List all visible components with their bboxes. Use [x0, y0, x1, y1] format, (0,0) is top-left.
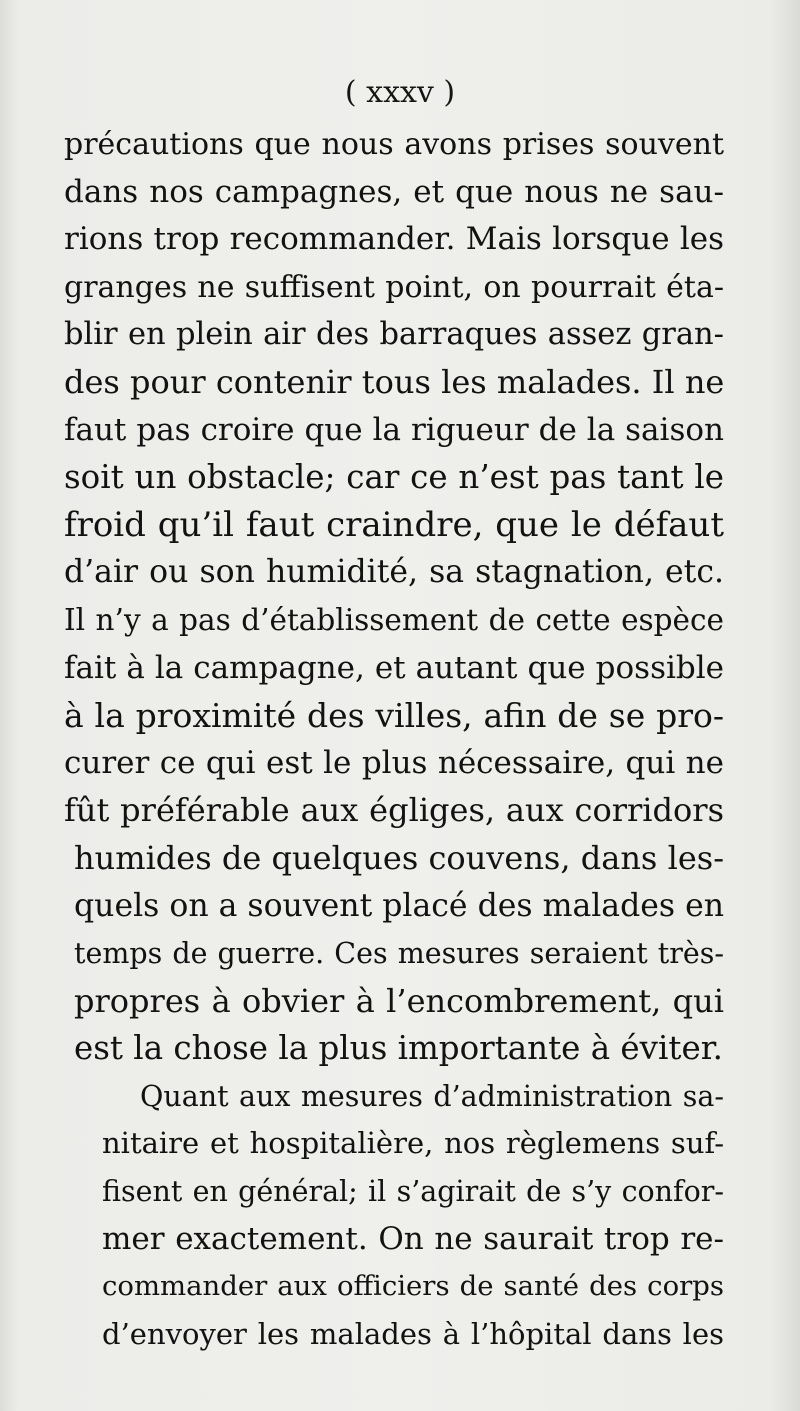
text-line: Quant aux mesures d’administration sa- [140, 1079, 724, 1113]
text-line: des pour contenir tous les malades. Il ne [64, 362, 725, 401]
text-line: d’envoyer les malades à l’hôpital dans les [102, 1316, 724, 1351]
paragraph-1 [64, 121, 724, 1073]
text-line: fût préférable aux égliges, aux corridors [64, 791, 724, 830]
text-line: quels on a souvent placé des malades en [74, 887, 724, 924]
text-line: curer ce qui est le plus nécessaire, qui ne [64, 744, 724, 781]
text-line: dans nos campagnes, et que nous ne sau- [64, 173, 724, 210]
text-line: faut pas croire que la rigueur de la saison [64, 411, 724, 448]
text-line: fisent en général; il s’agirait de s’y confor- [102, 1175, 724, 1209]
text-line: humides de quelques couvens, dans les- [74, 838, 724, 877]
text-line: nitaire et hospitalière, nos règlemens suf- [102, 1126, 724, 1161]
text-line: granges ne suffisent point, on pourrait éta- [64, 269, 724, 305]
text-line: d’air ou son humidité, sa stagnation, etc. [64, 554, 724, 591]
text-line: temps de guerre. Ces mesures seraient très- [74, 937, 724, 971]
text-line: froid qu’il faut craindre, que le défaut [64, 504, 724, 545]
text-line: précautions que nous avons prises souvent [64, 127, 724, 162]
text-line: commander aux officiers de santé des corps [102, 1270, 724, 1303]
text-line: soit un obstacle; car ce n’est pas tant le [64, 458, 724, 497]
text-line: Il n’y a pas d’établissement de cette espèce [64, 602, 724, 637]
page-number-header: ( xxxv ) [344, 75, 456, 110]
text-line: mer exactement. On ne saurait trop re- [102, 1220, 724, 1257]
paragraph-2 [64, 1073, 724, 1359]
text-line: rions trop recommander. Mais lorsque les [64, 221, 724, 258]
text-line: blir en plein air des barraques assez gran- [64, 317, 724, 353]
text-line: propres à obvier à l’encombrement, qui [74, 981, 724, 1020]
body-text [64, 121, 724, 1358]
text-line: fait à la campagne, et autant que possible [64, 649, 724, 686]
text-line: est la chose la plus importante à éviter. [74, 1029, 723, 1068]
text-line: à la proximité des villes, afin de se pro- [64, 696, 724, 736]
